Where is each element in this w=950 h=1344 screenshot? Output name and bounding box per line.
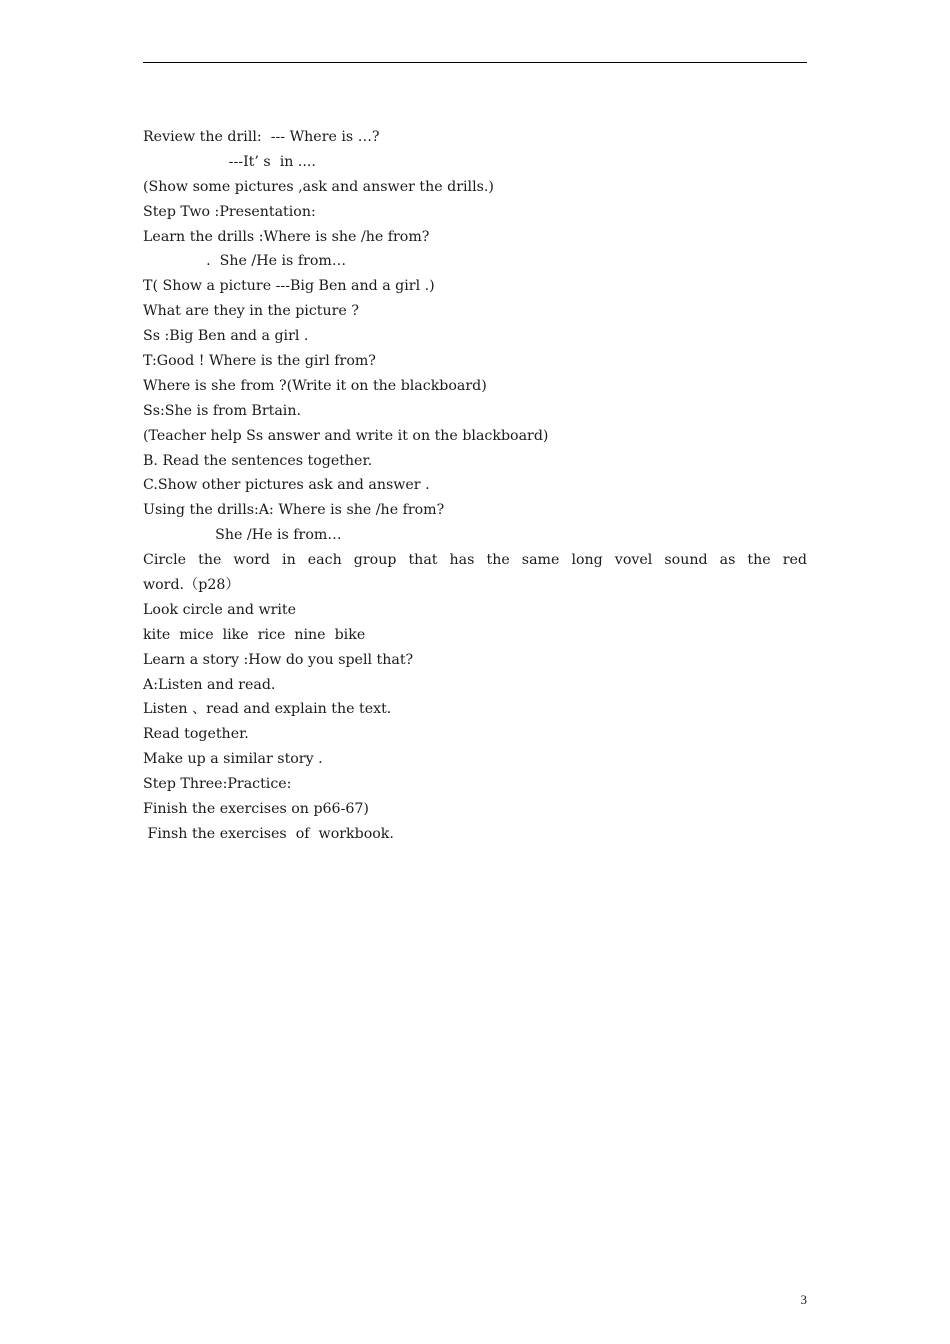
text-line: Step Two :Presentation: — [143, 203, 316, 220]
text-line: T( Show a picture ---Big Ben and a girl .) — [143, 278, 435, 295]
page-number: 3 — [800, 1292, 807, 1307]
text-line: Make up a similar story . — [143, 751, 323, 768]
text-line: Listen 、read and explain the text. — [143, 701, 392, 718]
text-line: kite mice like rice nine bike — [143, 626, 366, 643]
text-line: Ss :Big Ben and a girl . — [143, 328, 309, 345]
text-line: (Teacher help Ss answer and write it on the blackboard) — [143, 427, 549, 444]
text-line: Where is she from ?(Write it on the blackboard) — [143, 377, 487, 394]
text-line: ---It’ s in .... — [143, 153, 316, 170]
text-line: Using the drills:A: Where is she /he from? — [143, 502, 445, 519]
text-line: Finish the exercises on p66-67) — [143, 801, 369, 818]
text-line: T:Good ! Where is the girl from? — [143, 353, 376, 370]
text-line: Learn the drills :Where is she /he from? — [143, 228, 430, 245]
text-line: Review the drill: --- Where is …? — [143, 129, 380, 145]
text-line: Look circle and write — [143, 601, 297, 618]
text-line: Step Three:Practice: — [143, 776, 292, 793]
text-line: B. Read the sentences together. — [143, 452, 373, 469]
document-body — [143, 125, 807, 847]
text-line: C.Show other pictures ask and answer . — [143, 477, 430, 494]
text-line: A:Listen and read. — [143, 676, 276, 693]
text-line: Learn a story :How do you spell that? — [143, 651, 414, 668]
text-line-justified: Circle the word in each group that has the same long vovel sound as the red — [143, 552, 807, 569]
text-line: word.（p28） — [143, 577, 240, 594]
text-line: Ss:She is from Brtain. — [143, 402, 301, 419]
text-line: What are they in the picture ? — [143, 303, 359, 320]
text-line: Read together. — [143, 726, 249, 743]
header-rule — [143, 62, 807, 63]
text-line: . She /He is from… — [143, 253, 347, 270]
text-line: She /He is from… — [143, 527, 342, 544]
text-line: (Show some pictures ,ask and answer the drills.) — [143, 178, 494, 195]
text-line: Finsh the exercises of workbook. — [143, 825, 394, 842]
